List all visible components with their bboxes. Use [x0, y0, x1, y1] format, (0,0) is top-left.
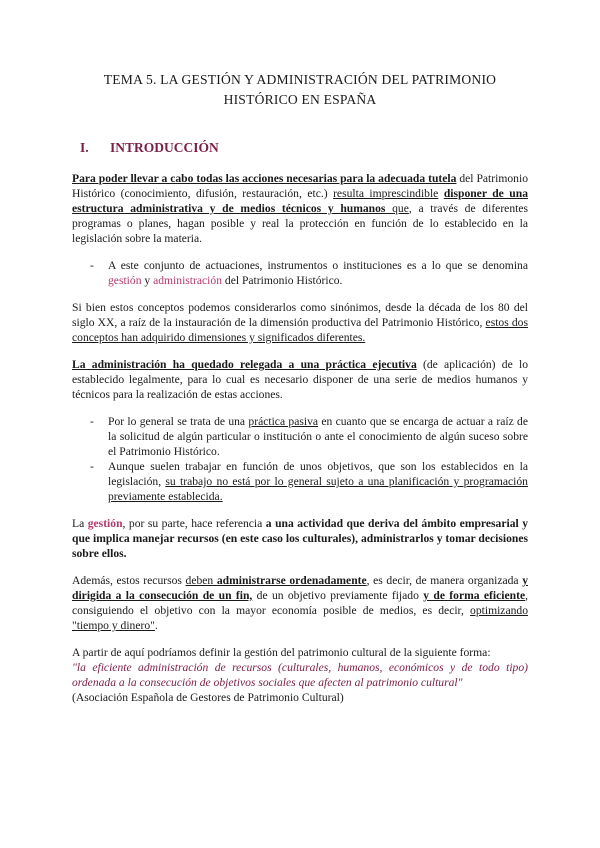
paragraph-5: [72, 573, 528, 633]
page-title: [72, 70, 528, 110]
list-item: [108, 258, 528, 288]
p5-text-3: de un objetivo previamente fijado: [252, 589, 424, 602]
p4-text-mid: , por su parte, hace referencia: [122, 517, 266, 530]
term-gestion: gestión: [108, 274, 142, 287]
p3-text: (de aplicación) de lo establecido legalmente, para lo cual es necesario disponer de una serie de medios humanos y técnicos para la realización de estas acciones.: [72, 358, 528, 401]
p1-underlined-text: resulta imprescindible: [333, 187, 439, 200]
p5-text-2: , es decir, de manera organizada: [366, 574, 523, 587]
p1-text: del Patrimonio Histórico (conocimiento, difusión, restauración, etc.): [72, 172, 528, 200]
p1-bold-text: Para poder llevar a cabo todas las acciones necesarias para la adecuada tutela: [72, 172, 457, 185]
bullet2-underlined-text: práctica pasiva: [248, 415, 319, 428]
title-line-2: HISTÓRICO EN ESPAÑA: [223, 92, 377, 107]
bullet-list-2: [72, 414, 528, 504]
p5-period: .: [154, 619, 158, 632]
paragraph-2: [72, 300, 528, 345]
bullet-list-1: [72, 258, 528, 288]
p2-text: Si bien estos conceptos podemos considerarlos como sinónimos, desde la década de los 80 del siglo XX, a raíz de la instauración de la dimensión productiva del Patrimonio Histórico,: [72, 301, 528, 329]
paragraph-4: [72, 516, 528, 561]
p1-underlined-que: que: [385, 202, 409, 215]
p5-text: Además, estos recursos: [72, 574, 186, 587]
bullet1-text-end: del Patrimonio Histórico.: [222, 274, 343, 287]
p5-bold-underlined-3: y de forma eficiente: [423, 589, 526, 602]
p5-underlined-end: optimizando "tiempo y dinero": [72, 604, 528, 632]
list-item: [108, 459, 528, 504]
title-line-1: TEMA 5. LA GESTIÓN Y ADMINISTRACIÓN DEL PATRIMONIO: [103, 72, 497, 87]
section-number: I.: [80, 140, 89, 155]
p4-bold-text: a una actividad que deriva del ámbito empresarial y que implica manejar recursos (en este caso los culturales), administrarlos y tomar decisiones sobre ellos.: [72, 517, 529, 560]
p3-bold-underlined-text: La administración ha quedado relegada a una práctica ejecutiva: [72, 358, 417, 371]
term-gestion-2: gestión: [87, 517, 123, 530]
p4-text: La: [72, 517, 88, 530]
p5-text-4: , consiguiendo el objetivo con la mayor economía posible de medios, es decir,: [72, 589, 528, 617]
p5-bold-underlined-1: administrarse ordenadamente: [216, 574, 367, 587]
p5-underlined-deben: deben: [185, 574, 217, 587]
paragraph-6-intro: A partir de aquí podríamos definir la gestión del patrimonio cultural de la siguiente forma:: [72, 646, 491, 659]
bullet1-text: A este conjunto de actuaciones, instrumentos o instituciones es a lo que se denomina: [108, 259, 528, 272]
list-item: [108, 414, 528, 459]
bullet3-underlined-text: su trabajo no está por lo general sujeto a una planificación y programación previamente establecida.: [108, 475, 528, 503]
section-heading: [72, 140, 528, 156]
paragraph-3: [72, 357, 528, 402]
p1-text-end: , a través de diferentes programas o planes, hagan posible y real la protección en función de lo establecido en la legislación sobre la materia.: [72, 202, 529, 245]
quote-source: (Asociación Española de Gestores de Patrimonio Cultural): [72, 691, 344, 704]
term-administracion: administración: [153, 274, 222, 287]
bullet2-text-end: en cuanto que se encarga de actuar a raíz de la solicitud de algún particular o institución o ante el conocimiento de algún suceso sobre el Patrimonio Histórico.: [108, 415, 529, 458]
definition-quote: "la eficiente administración de recursos (culturales, humanos, económicos y de todo tipo) ordenada a la consecución de objetivos sociales que afecten al patrimonio cultural": [72, 661, 528, 689]
bullet2-text: Por lo general se trata de una: [108, 415, 249, 428]
p1-bold-underlined-text: disponer de una estructura administrativa y de medios técnicos y humanos: [72, 187, 528, 215]
section-label: INTRODUCCIÓN: [110, 140, 219, 155]
p2-underlined-text: estos dos conceptos han adquirido dimensiones y significados diferentes.: [72, 316, 528, 344]
paragraph-1: [72, 171, 528, 246]
bullet3-text: Aunque suelen trabajar en función de unos objetivos, que son los establecidos en la legislación,: [108, 460, 528, 488]
p5-bold-underlined-2: y dirigida a la consecución de un fin,: [72, 574, 528, 602]
bullet1-connector: y: [141, 274, 154, 287]
